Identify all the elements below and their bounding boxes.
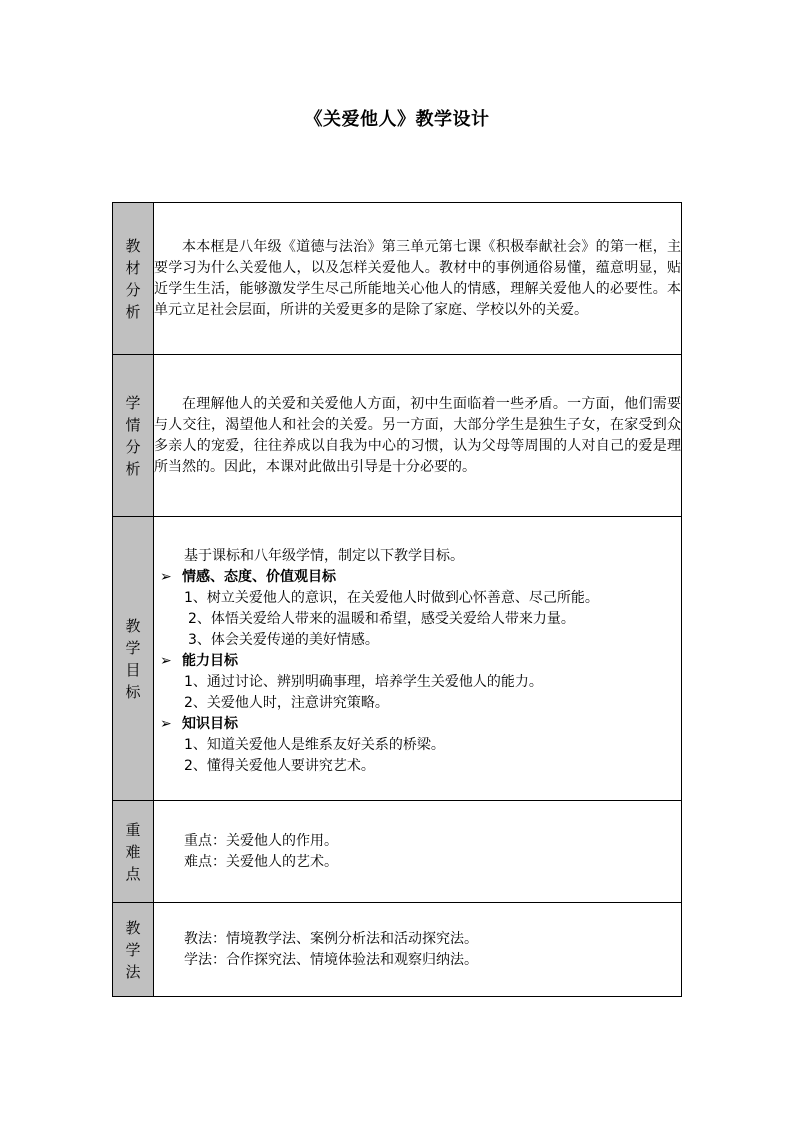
goal-heading-emotion xyxy=(154,567,681,588)
label-student-analysis xyxy=(113,355,154,517)
goal-item: 2、关爱他人时，注意讲究策略。 xyxy=(184,695,389,711)
label-char: 重 xyxy=(125,820,141,839)
row-teaching-methods xyxy=(113,903,682,997)
label-key-points xyxy=(113,801,154,903)
label-char: 点 xyxy=(125,864,141,883)
arrow-bullet-icon: ➢ xyxy=(160,569,172,585)
label-char: 学 xyxy=(125,940,141,959)
label-char: 学 xyxy=(125,393,141,412)
arrow-bullet-icon: ➢ xyxy=(160,716,172,732)
goal-item: 1、知道关爱他人是维系友好关系的桥梁。 xyxy=(184,737,445,753)
label-char: 教 xyxy=(125,236,141,255)
label-char: 材 xyxy=(125,258,141,277)
material-analysis-text: 本本框是八年级《道德与法治》第三单元第七课《积极奉献社会》的第一框，主要学习为什么关爱他人，以及怎样关爱他人。教材中的事例通俗易懂，蕴意明显，贴近学生生活，能够激发学生尽己所能地关心他人的情感，理解关爱他人的必要性。本单元立足社会层面，所讲的关爱更多的是除了家庭、学校以外的关爱。 xyxy=(154,238,681,318)
label-material-analysis xyxy=(113,203,154,355)
lesson-plan-table xyxy=(112,202,682,997)
label-char: 分 xyxy=(125,437,141,456)
label-teaching-methods xyxy=(113,903,154,997)
label-char: 分 xyxy=(125,280,141,299)
label-char: 教 xyxy=(125,616,141,635)
key-point-line: 重点：关爱他人的作用。 xyxy=(184,832,338,849)
goal-item: 1、树立关爱他人的意识，在关爱他人时做到心怀善意、尽己所能。 xyxy=(184,590,599,606)
content-material-analysis xyxy=(154,203,682,355)
goal-item: 3、体会关爱传递的美好情感。 xyxy=(188,632,379,648)
label-char: 情 xyxy=(125,415,141,434)
goal-heading-text: 能力目标 xyxy=(182,653,238,669)
difficult-point-line: 难点：关爱他人的艺术。 xyxy=(184,853,338,870)
goal-item: 1、通过讨论、辨别明确事理，培养学生关爱他人的能力。 xyxy=(184,674,543,690)
arrow-bullet-icon: ➢ xyxy=(160,653,172,669)
goal-heading-knowledge xyxy=(154,714,681,735)
page-title: 《关爱他人》教学设计 xyxy=(304,109,490,130)
goal-heading-text: 情感、态度、价值观目标 xyxy=(182,569,336,585)
row-material-analysis xyxy=(113,203,682,355)
row-student-analysis xyxy=(113,355,682,517)
label-char: 教 xyxy=(125,918,141,937)
goal-item: 2、体悟关爱给人带来的温暖和希望，感受关爱给人带来力量。 xyxy=(188,611,575,627)
content-key-points xyxy=(154,801,682,903)
goal-heading-text: 知识目标 xyxy=(182,716,238,732)
label-char: 析 xyxy=(125,302,141,321)
label-char: 难 xyxy=(125,842,141,861)
row-teaching-goals xyxy=(113,517,682,801)
content-teaching-methods xyxy=(154,903,682,997)
label-teaching-goals xyxy=(113,517,154,801)
content-student-analysis xyxy=(154,355,682,517)
student-analysis-text: 在理解他人的关爱和关爱他人方面，初中生面临着一些矛盾。一方面，他们需要与人交往，渴望他人和社会的关爱。另一方面，大部分学生是独生子女，在家受到众多亲人的宠爱，往往养成以自我为中心的习惯，认为父母等周围的人对自己的爱是理所当然的。因此，本课对此做出引导是十分必要的。 xyxy=(154,395,681,475)
label-char: 学 xyxy=(125,638,141,657)
goal-item: 2、懂得关爱他人要讲究艺术。 xyxy=(184,758,375,774)
learning-method-line: 学法：合作探究法、情境体验法和观察归纳法。 xyxy=(184,951,478,968)
label-char: 目 xyxy=(125,660,141,679)
label-char: 法 xyxy=(125,962,141,981)
label-char: 标 xyxy=(125,682,141,701)
content-teaching-goals xyxy=(154,517,682,801)
row-key-points xyxy=(113,801,682,903)
teaching-method-line: 教法：情境教学法、案例分析法和活动探究法。 xyxy=(184,930,478,947)
label-char: 析 xyxy=(125,459,141,478)
goals-intro: 基于课标和八年级学情，制定以下教学目标。 xyxy=(184,548,464,564)
goal-heading-ability xyxy=(154,651,681,672)
